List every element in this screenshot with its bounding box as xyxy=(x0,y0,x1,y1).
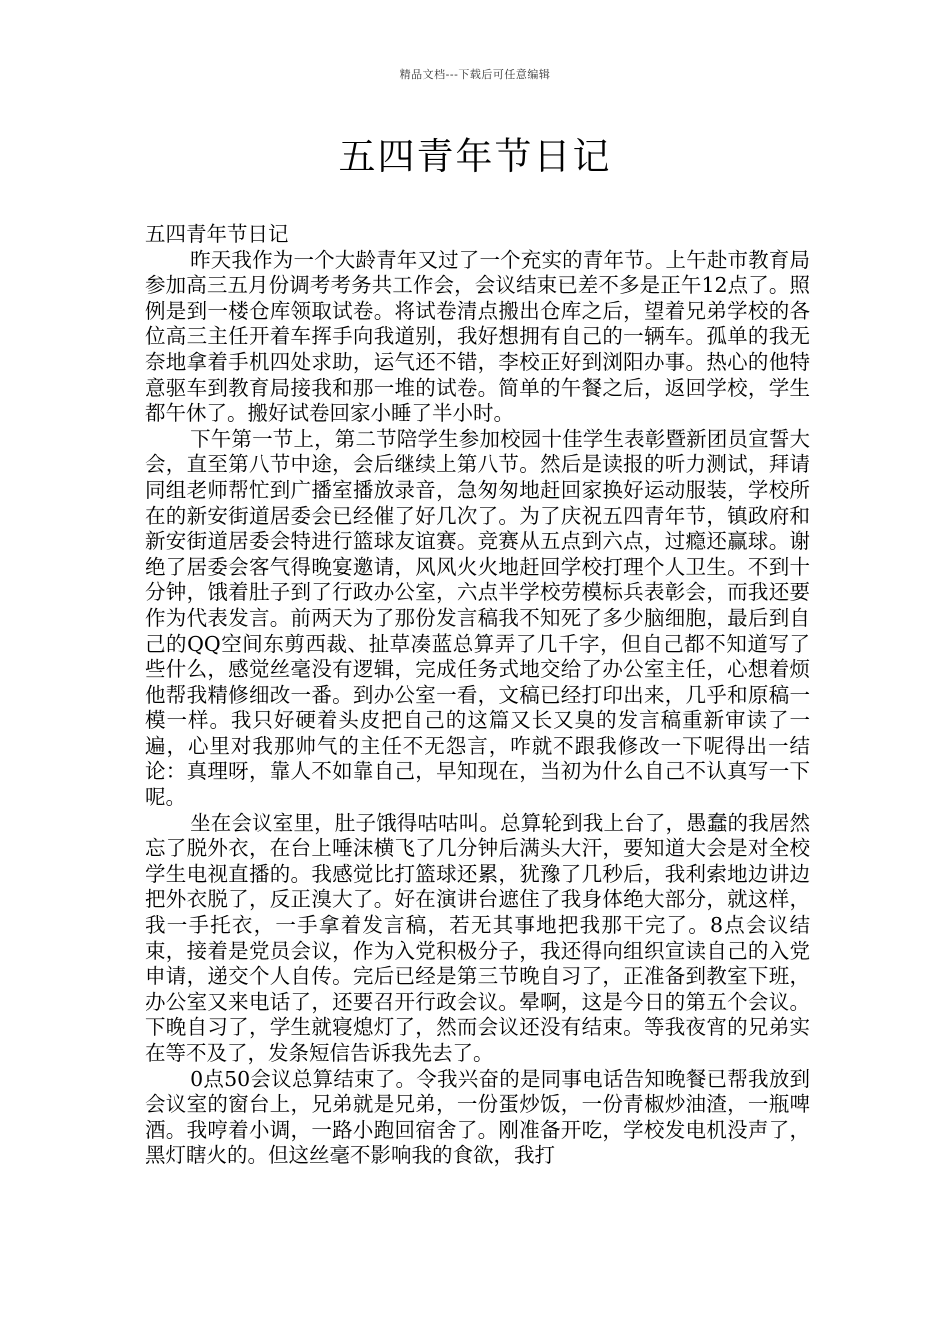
paragraph: 下午第一节上，第二节陪学生参加校园十佳学生表彰暨新团员宣誓大会，直至第八节中途，会后继续上第八节。然后是读报的听力测试，拜请同组老师帮忙到广播室播放录音，急匆匆地赶回家换好运动服装，学校所在的新安街道居委会已经催了好几次了。为了庆祝五四青年节，镇政府和新安街道居委会特进行篮球友谊赛。竞赛从五点到六点，过瘾还赢球。谢绝了居委会客气得晚宴邀请，风风火火地赶回学校打理个人卫生。不到十分钟，饿着肚子到了行政办公室，六点半学校劳模标兵表彰会，而我还要作为代表发言。前两天为了那份发言稿我不知死了多少脑细胞，最后到自己的QQ空间东剪西裁、扯草凑蓝总算弄了几千字，但自己都不知道写了些什么，感觉丝毫没有逻辑，完成任务式地交给了办公室主任，心想着烦他帮我精修细改一番。到办公室一看，文稿已经打印出来，几乎和原稿一模一样。我只好硬着头皮把自己的这篇又长又臭的发言稿重新审读了一遍，心里对我那帅气的主任不无怨言，咋就不跟我修改一下呢得出一结论：真理呀，靠人不如靠自己，早知现在，当初为什么自己不认真写一下呢。 xyxy=(145,426,810,810)
document-subtitle: 五四青年节日记 xyxy=(145,222,289,246)
paragraph: 坐在会议室里，肚子饿得咕咕叫。总算轮到我上台了，愚蠢的我居然忘了脱外衣，在台上唾沫横飞了几分钟后满头大汗，要知道大会是对全校学生电视直播的。我感觉比打篮球还累，犹豫了几秒后，我利索地边讲边把外衣脱了，反正溴大了。好在演讲台遮住了我身体绝大部分，就这样，我一手托衣，一手拿着发言稿，若无其事地把我那干完了。8点会议结束，接着是党员会议，作为入党积极分子，我还得向组织宣读自己的入党申请，递交个人自传。完后已经是第三节晚自习了，正准备到教室下班，办公室又来电话了，还要召开行政会议。晕啊，这是今日的第五个会议。下晚自习了，学生就寝熄灯了，然而会议还没有结束。等我夜宵的兄弟实在等不及了，发条短信告诉我先去了。 xyxy=(145,810,810,1065)
paragraph: 0点50会议总算结束了。令我兴奋的是同事电话告知晚餐已帮我放到会议室的窗台上，兄弟就是兄弟，一份蛋炒饭，一份青椒炒油渣，一瓶啤酒。我哼着小调，一路小跑回宿舍了。刚准备开吃，学校发电机没声了，黑灯瞎火的。但这丝毫不影响我的食欲，我打 xyxy=(145,1066,810,1168)
paragraph: 昨天我作为一个大龄青年又过了一个充实的青年节。上午赴市教育局参加高三五月份调考考务共工作会，会议结束已差不多是正午12点了。照例是到一楼仓库领取试卷。将试卷清点搬出仓库之后，望着兄弟学校的各位高三主任开着车挥手向我道别，我好想拥有自己的一辆车。孤单的我无奈地拿着手机四处求助，运气还不错，李校正好到浏阳办事。热心的他特意驱车到教育局接我和那一堆的试卷。简单的午餐之后，返回学校，学生都午休了。搬好试卷回家小睡了半小时。 xyxy=(145,247,810,426)
header-note: 精品文档---下载后可任意编辑 xyxy=(399,68,551,81)
document-body xyxy=(145,222,810,1169)
document-title: 五四青年节日记 xyxy=(338,135,612,178)
